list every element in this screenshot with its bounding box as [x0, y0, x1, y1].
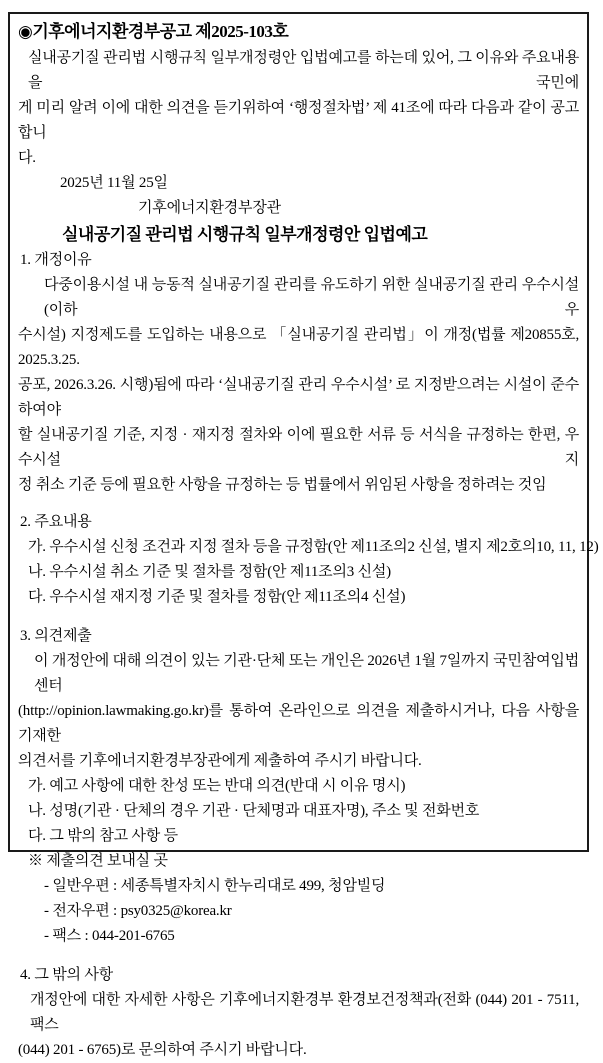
section-1-line: 할 실내공기질 기준, 지정 · 재지정 절차와 이에 필요한 서류 등 서식을 규정하는 한편, 우수시설 지	[18, 427, 579, 468]
intro-line: 다.	[18, 150, 36, 166]
email-address-line: - 전자우편 : psy0325@korea.kr	[44, 903, 232, 919]
section-1	[18, 248, 579, 498]
fax-number-line: - 팩스 : 044-201-6765	[44, 928, 175, 944]
section-2-heading: 2. 주요내용	[20, 514, 92, 530]
mail-address-line: - 일반우편 : 세종특별자치시 한누리대로 499, 청암빌딩	[44, 878, 386, 894]
section-1-line: 정 취소 기준 등에 필요한 사항을 규정하는 등 법률에서 위임된 사항을 정하려는 것임	[18, 477, 547, 493]
section-2	[18, 510, 599, 610]
section-2-item: 나. 우수시설 취소 기준 및 절차를 정함(안 제11조의3 신설)	[28, 564, 391, 580]
date-line: 2025년 11월 25일	[60, 175, 168, 191]
document-title: 실내공기질 관리법 시행규칙 일부개정령안 입법예고	[62, 225, 428, 244]
section-3-line: 이 개정안에 대해 의견이 있는 기관·단체 또는 개인은 2026년 1월 7일까지 국민참여입법센터	[34, 653, 579, 694]
section-3-item: 다. 그 밖의 참고 사항 등	[28, 828, 178, 844]
section-4-heading: 4. 그 밖의 사항	[20, 967, 113, 983]
section-3-line: 의견서를 기후에너지환경부장관에게 제출하여 주시기 바랍니다.	[18, 753, 422, 769]
section-4-line: 개정안에 대한 자세한 사항은 기후에너지환경부 환경보건정책과(전화 (044) 201 - 7511, 팩스	[30, 992, 579, 1033]
section-1-line: 수시설) 지정제도를 도입하는 내용으로 「실내공기질 관리법」이 개정(법률 제20855호, 2025.3.25.	[18, 327, 579, 368]
section-3	[18, 624, 579, 949]
section-3-item: ※ 제출의견 보내실 곳	[28, 853, 168, 869]
section-2-item: 다. 우수시설 재지정 기준 및 절차를 정함(안 제11조의4 신설)	[28, 589, 406, 605]
notice-number-heading: ◉기후에너지환경부공고 제2025-103호	[18, 22, 289, 41]
intro-paragraph	[18, 46, 579, 171]
section-3-heading: 3. 의견제출	[20, 628, 92, 644]
section-3-item: 나. 성명(기관 · 단체의 경우 기관 · 단체명과 대표자명), 주소 및 전화번호	[28, 803, 480, 819]
section-3-item: 가. 예고 사항에 대한 찬성 또는 반대 의견(반대 시 이유 명시)	[28, 778, 406, 794]
section-1-line: 다중이용시설 내 능동적 실내공기질 관리를 유도하기 위한 실내공기질 관리 우수시설(이하 우	[44, 277, 579, 318]
section-3-line: (http://opinion.lawmaking.go.kr)를 통하여 온라인으로 의견을 제출하시거나, 다음 사항을 기재한	[18, 703, 579, 744]
intro-line: 게 미리 알려 이에 대한 의견을 듣기위하여 ‘행정절차법’ 제 41조에 따라 다음과 같이 공고합니	[18, 100, 579, 141]
section-4	[18, 963, 579, 1063]
section-4-line: (044) 201 - 6765)로 문의하여 주시기 바랍니다.	[18, 1042, 307, 1058]
intro-line: 실내공기질 관리법 시행규칙 일부개정령안 입법예고를 하는데 있어, 그 이유와 주요내용을 국민에	[28, 50, 579, 91]
document-border-box	[8, 12, 599, 1058]
section-1-heading: 1. 개정이유	[20, 252, 92, 268]
section-2-item: 가. 우수시설 신청 조건과 지정 절차 등을 규정함(안 제11조의2 신설, 별지 제2호의10, 11, 12)	[28, 539, 599, 555]
minister-line: 기후에너지환경부장관	[138, 200, 281, 216]
section-1-line: 공포, 2026.3.26. 시행)됨에 따라 ‘실내공기질 관리 우수시설’ 로 지정받으려는 시설이 준수하여야	[18, 377, 579, 418]
